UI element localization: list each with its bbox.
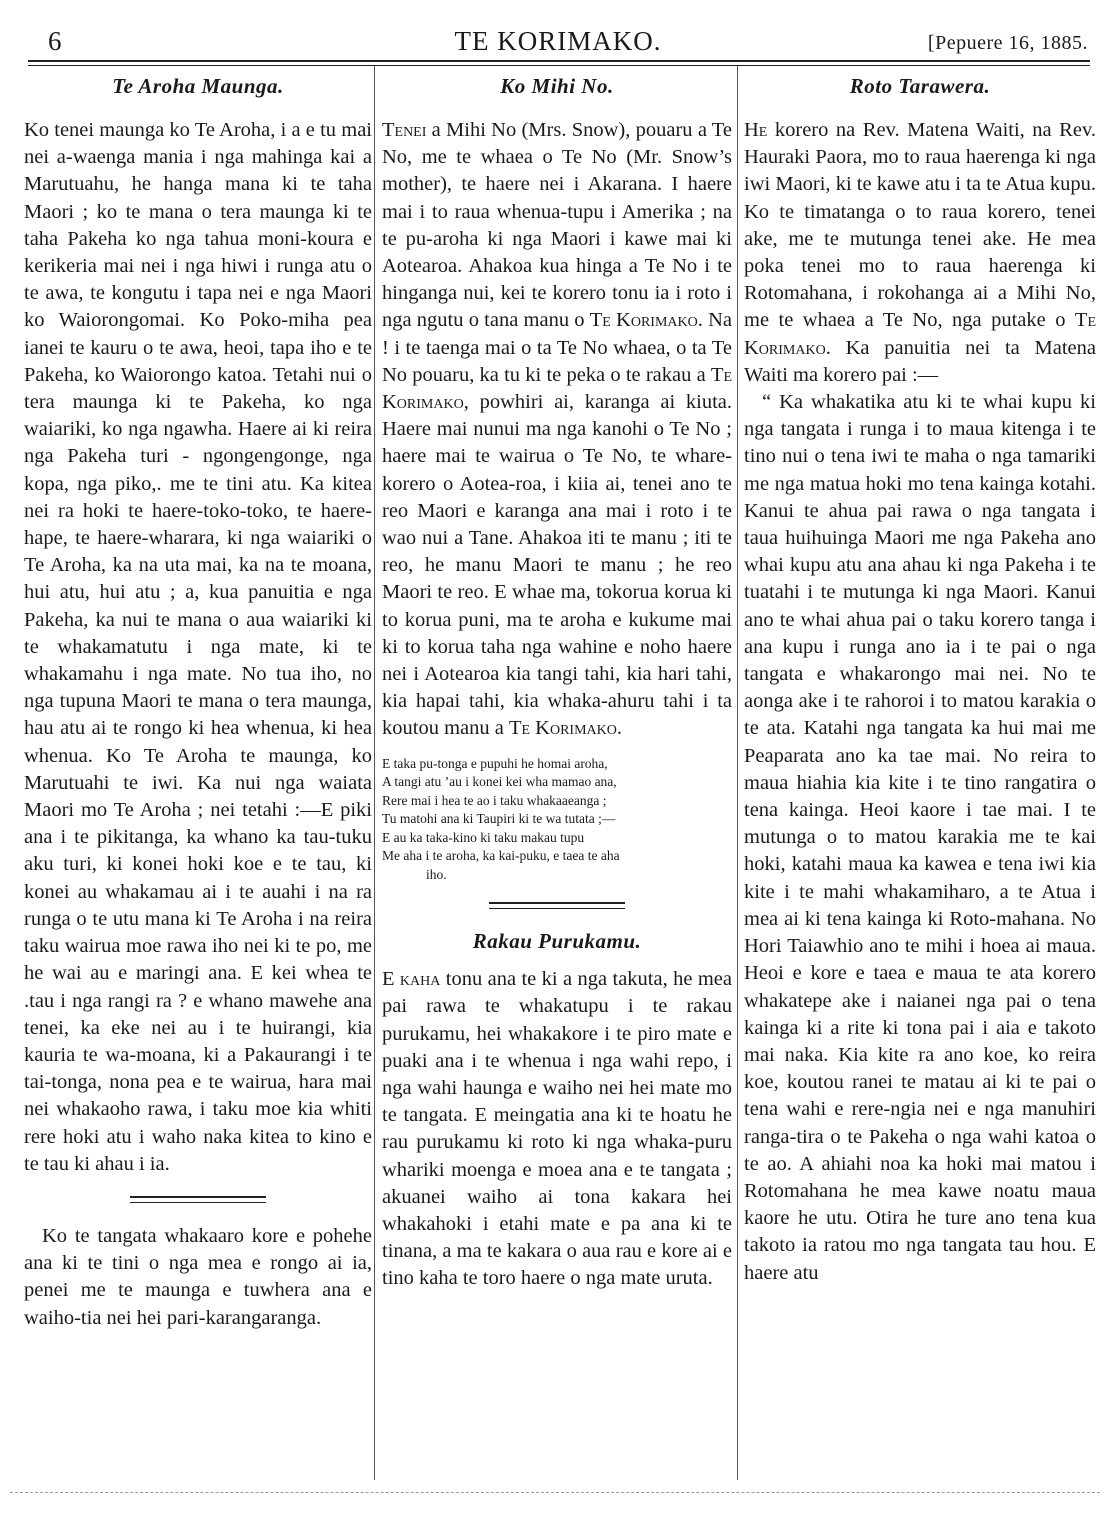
poem-line: E taka pu-tonga e pupuhi he homai aroha, bbox=[382, 755, 608, 771]
header-rule-thin bbox=[28, 65, 1090, 66]
poem-line: Rere mai i hea te ao i taku whakaaeanga ; bbox=[382, 792, 607, 808]
page-number: 6 bbox=[48, 26, 62, 56]
lead-in: He bbox=[744, 119, 768, 141]
paper-name: Te Korimako bbox=[382, 363, 732, 414]
article-paragraph: “ Ka whakatika atu ki te whai kupu ki nga tangata i runga i to maua kitenga i te tino nui o tena iwi te maha o nga tamariki me nga matua hoki mo tena kainga kotahi. Kanui te ahua pai rawa o nga tangata i taua huihuinga Maori me nga Pakeha ano whai kupu atu ana ahau ki nga Pakeha i te tuatahi i te mutunga ki nga Maori. Kanui ano te whai ahua pai o taku korero tanga i ana kupu i runga ano ia i te pai o nga tangata e whakarongo mai nei. No te aonga ake i te rahoroi i to matou karakia o te ata. Katahi nga tangata ka hui mai me Peaparata ano ka tae mai. No reira to maua hiahia kia kite i te tino rangatira o tena kainga. Heoi kaore i tae mai. I te mutunga o to matou karakia me te kai hoki, katahi maua ka kawea e tena iwi kia kite i te mahi whakamiharo, a te Atua i mea ai ki tena kainga ki Roto-mahana. No Hori Taiawhio ano te mihi i hoea ai maua. Heoi e kore e taea e maua te ata korero whakatepe ake i naianei nga pai o tena kainga ki a rite ki tona pai i aia e takoto mai naka. Kia kite ra ano koe, ko reira koe, koutou ranei te matau ai ki te pai o tena wahi e rere-ngia nei e nga manuhiri ranga-tira o te Pakeha o nga wahi katoa o te ao. A ahiahi noa ka hoki mai matou i Rotomahana he mea kawe noatu maua kaore he utu. Otira he ture ano tena kua takoto ia ratou mo nga tangata tau hou. E haere atu bbox=[744, 391, 1096, 1284]
article-heading-rakau-purukamu: Rakau Purukamu. bbox=[472, 929, 642, 954]
article-heading-te-aroha: Te Aroha Maunga. bbox=[112, 74, 284, 98]
page-header bbox=[28, 18, 1088, 58]
column-1 bbox=[24, 70, 372, 1332]
header-rule bbox=[28, 60, 1090, 62]
section-divider bbox=[130, 1196, 266, 1203]
poem-line: A tangi atu ’au i konei kei wha mamao ana, bbox=[382, 774, 617, 790]
lead-in: Tenei bbox=[382, 119, 427, 141]
article-heading-mihi-no: Ko Mihi No. bbox=[500, 74, 614, 98]
article-paragraph: Tenei a Mihi No (Mrs. Snow), pouaru a Te No, me te whaea o Te No (Mr. Snow’s mother), te haere nei i Akarana. I haere mai i to raua whenua-tupu i Amerika ; na te pu-aroha ki nga Maori i kawe mai ki Aotearoa. Ahakoa kua hinga a Te No i te hinganga nui, kei te korero tonu ia i roto i nga ngutu o tana manu o Te Korimako. Na ! i te taenga mai o ta Te No whaea, o ta Te No pouaru, ka tu ki te peka o te rakau a Te Korimako, powhiri ai, karanga ai kiuta. Haere mai nunui ma nga kanohi o Te No ; haere mai te wairua o Te No, te whare-korero o Aotea-roa, i kiia ai, tenei ano te reo Maori e karanga ana mai i roto i te wao nui a Tane. Ahakoa iti te manu ; iti te reo, he manu Maori te manu ; he reo Maori te reo. E whae ma, tokorua korua ki to korua puni, ma te aroha e kukume mai ki to korua taha nga wahine e noho haere nei i Aotearoa kia tangi tahi, kia hari tahi, kia hapai tahi, kia whaka-ahuru tahi i ta koutou manu a Te Korimako. bbox=[382, 119, 732, 740]
article-paragraph: He korero na Rev. Matena Waiti, na Rev. Hauraki Paora, mo to raua haerenga ki nga iwi Maori, ki te kawe atu i ta te Atua kupu. Ko te timatanga o to raua korero, tenei ake, me te mutunga tenei ake. He mea poka tenei mo to raua haerenga ki Rotomahana, i rokohanga ai a Mihi No, me te whaea a Te No, nga putake o Te Korimako. Ka panuitia nei ta Matena Waiti ma korero pai :— bbox=[744, 119, 1096, 386]
waiata-poem bbox=[382, 755, 732, 885]
paper-name: Te Korimako bbox=[589, 309, 698, 332]
article-heading-roto-tarawera: Roto Tarawera. bbox=[849, 74, 991, 98]
poem-line: Tu matohi ana ki Taupiri ki te wa tutata ;— bbox=[382, 811, 616, 827]
section-divider bbox=[489, 902, 625, 909]
column-divider-2 bbox=[737, 66, 738, 1480]
article-paragraph: Ko tenei maunga ko Te Aroha, i a e tu mai nei a-waenga mania i nga mahinga kai a Marutuahu, he hanga mana ki te taha Maori ; ko te mana o tera maunga ki te taha Pakeha ko nga tahua moni-koura e kerikeria mai nei i nga hiwi i runga atu o te awa, te kongutu i tapa nei e nga Maori ko Waiorongomai. Ko Poko-miha pea ianei te kauru o te awa, heoi, tapa iho e te Pakeha, ko Waiorongo katoa. Tetahi nui o tera maunga ki te Pakeha, ko nga waiariki, ko nga ngawha. Haere ai ki reira nga Pakeha turi - ngongengonge, nga kopa, nga piko,. me te tini atu. Ka kitea nei ra hoki te haere-toko-toko, te haere-hape, te haere-wharara, ki nga waiariki o Te Aroha, ka na uta mai, ka na te moana, hui atu, hui atu ; a, kua panuitia e nga Pakeha, ka nui te mana o aua waiariki ki te whakamatutu i nga mate, ki te whakamahu i nga mate. No tua iho, no nga tupuna Maori te mana o tera maunga, hau atu ai te rongo ki hea whenua, ki hea whenua. Ko Te Aroha te maunga, ko Marutuahi te iwi. Ka nui nga waiata Maori mo Te Aroha ; nei tetahi :—E piki ana i te pikitanga, ka whano ka tau-tuku aku turi, ki konei hoki koe e te tau, ki konei au whakamau ai i te auahi i na ra runga o te utu mana ki Te Aroha i na reira taku wairua moe rawa iho nei ki te po, me he wai au e maringi ana. E kei whea te .tau i nga rangi ra ? e whano mawehe ana tenei, ka eke nei au i te huirangi, kia kauria te wa-moana, ki a Pakaurangi i te tai-tonga, nona pea e te wairua, hara mai nei whakaoho rawa, i taku moe kia whiti rere hoki atu i waho naka kitea to kino e te tau ki ahau i ia. bbox=[24, 119, 372, 1175]
column-divider-1 bbox=[374, 66, 375, 1480]
lead-in: E kaha bbox=[382, 968, 441, 991]
article-paragraph: Ko te tangata whakaaro kore e pohehe ana ki te tini o nga mea e rongo ai ia, penei me te maunga e tuwhera ana e waiho-tia nei hei pari-karangaranga. bbox=[24, 1224, 372, 1329]
issue-date: [Pepuere 16, 1885. bbox=[927, 32, 1088, 54]
poem-line: E au ka taka-kino ki taku makau tupu bbox=[382, 829, 585, 845]
article-paragraph: E kaha tonu ana te ki a nga takuta, he mea pai rawa te whakatupu i te rakau purukamu, hei whakakore i te piro mate e puaki ana i te whenua i nga wahi repo, i nga wahi haunga e waiho nei hei mate mo te tangata. E meingatia ana ki te hoatu he rau purukamu ki roto ki nga whaka-puru whariki moenga e moea ana e te tangata ; akuanei waiho ai tona kakara hei whakahoki i etahi mate e pa ana ki te tinana, a ma te kakara o aua rau e kore ai e tino kaha te toro haere o nga mate uruta. bbox=[382, 968, 732, 1290]
column-2 bbox=[382, 70, 732, 1293]
paper-name: Te Korimako bbox=[744, 309, 1096, 359]
paper-name: Te Korimako bbox=[508, 717, 617, 740]
poem-line: iho. bbox=[426, 866, 447, 882]
publication-title: TE KORIMAKO. bbox=[454, 26, 662, 56]
column-3 bbox=[744, 70, 1096, 1287]
page-bottom-edge bbox=[10, 1492, 1100, 1493]
poem-line: Me aha i te aroha, ka kai-puku, e taea te aha bbox=[382, 848, 620, 864]
